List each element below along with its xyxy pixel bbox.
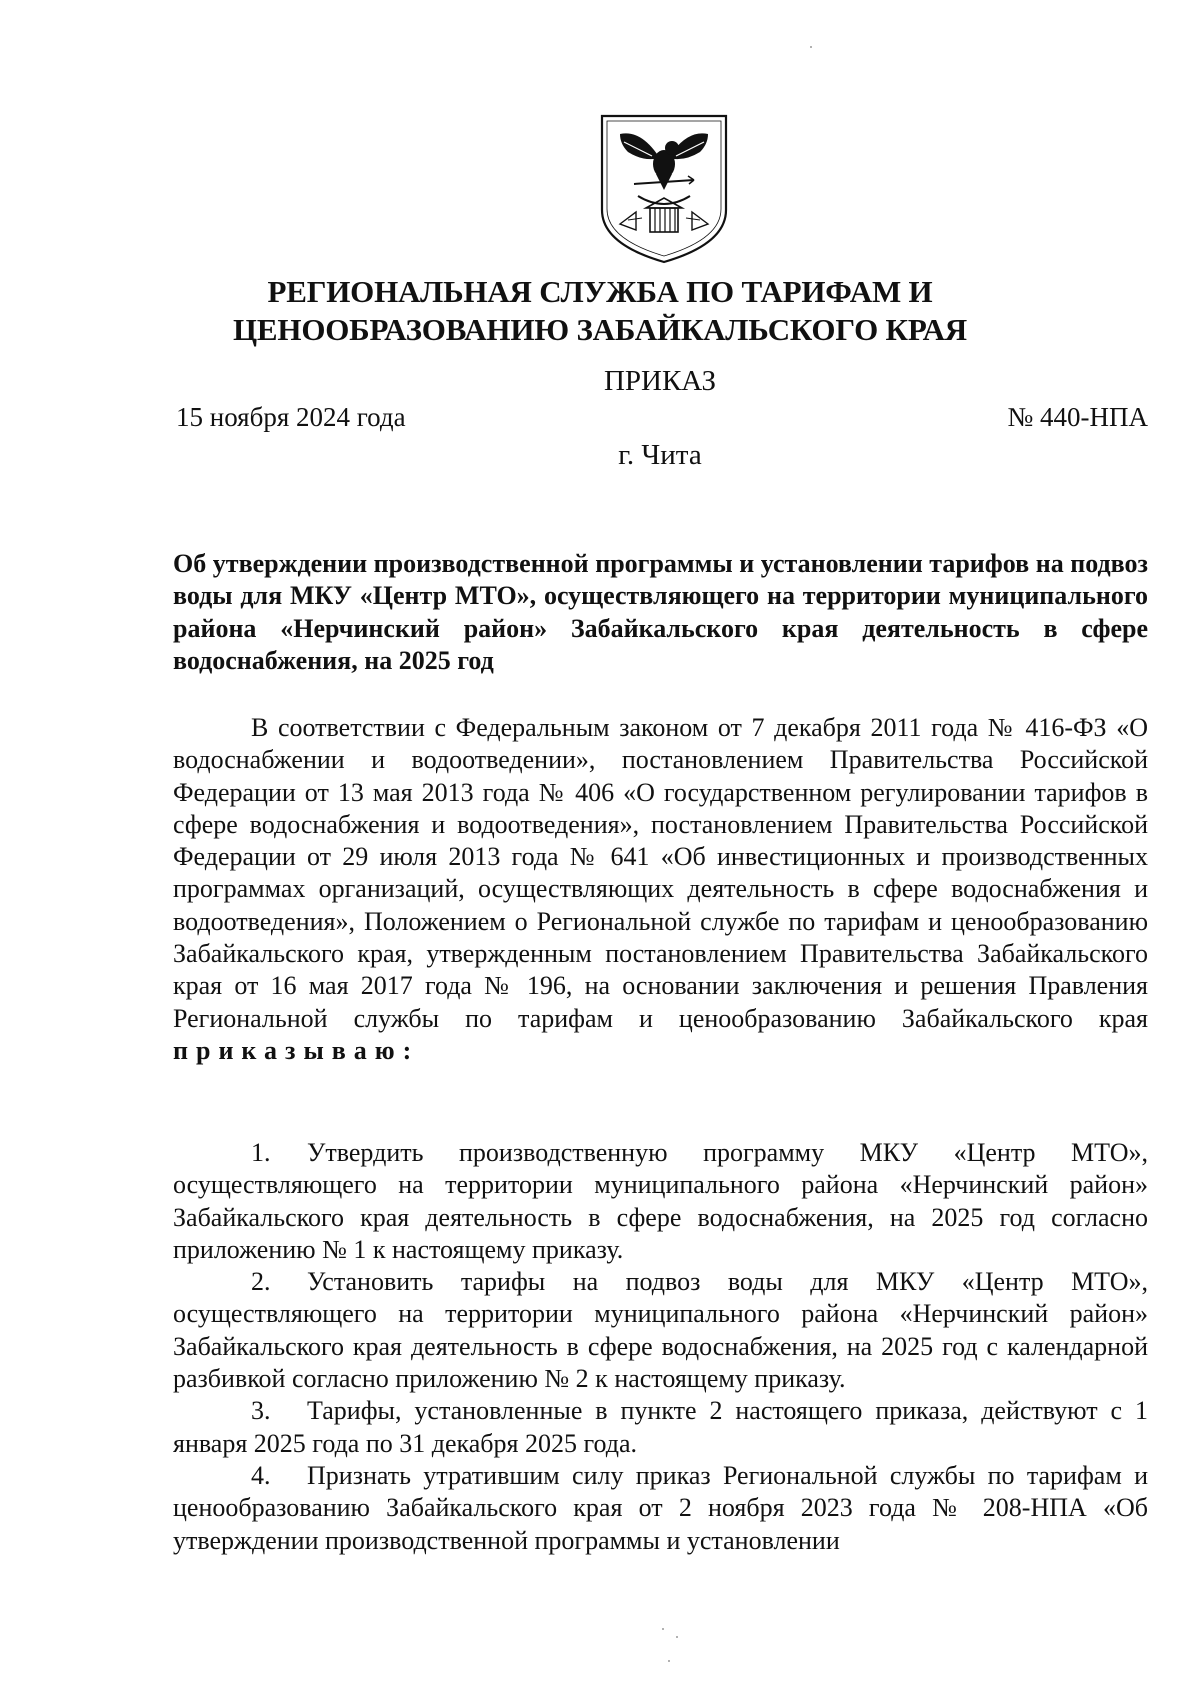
zabaykalsky-coat-of-arms-icon [598,112,730,264]
scan-speck [662,1628,664,1630]
item-number: 3. [251,1396,271,1426]
item-text: Признать утратившим силу приказ Региональной службы по тарифам и ценообразованию Забайкальского края от 2 ноября 2023 года № 208-НПА «Об утверждении производственной программы и установлении [173,1460,1148,1555]
order-item [173,1460,1148,1557]
scan-speck [676,1636,678,1638]
item-text: Тарифы, установленные в пункте 2 настоящего приказа, действуют с 1 января 2025 года по 31 декабря 2025 года. [173,1396,1148,1458]
item-number: 1. [251,1138,271,1167]
document-number: № 440-НПА [1007,402,1148,432]
organization-name-line-2: ЦЕНООБРАЗОВАНИЮ ЗАБАЙКАЛЬСКОГО КРАЯ [233,312,967,347]
document-type: ПРИКАЗ [603,365,717,397]
order-item [173,1137,1148,1266]
scan-speck [810,46,812,48]
item-number: 2. [251,1267,271,1297]
order-items [173,1137,1148,1557]
preamble-paragraph [173,712,1148,1067]
order-item [173,1395,1148,1460]
item-text: Утвердить производственную программу МКУ «Центр МТО», осуществляющего на территории муниципального района «Нерчинский район» Забайкальского края деятельность в сфере водоснабжения, на 2025 год согласно приложению № 1 к настоящему приказу. [173,1138,1148,1264]
scan-speck [668,1660,670,1662]
document-subject: Об утверждении производственной программы и установлении тарифов на подвоз воды для МКУ «Центр МТО», осуществляющего на территории муниципального района «Нерчинский район» Забайкальского края деятельность в сфере водоснабжения, на 2025 год [173,549,1148,675]
document-city: г. Чита [618,439,702,471]
order-item [173,1266,1148,1395]
preamble-text: В соответствии с Федеральным законом от 7 декабря 2011 года № 416-ФЗ «О водоснабжении и водоотведении», постановлением Правительства Российской Федерации от 13 мая 2013 года № 406 «О государственном регулировании тарифов в сфере водоснабжения и водоотведения», постановлением Правительства Российской Федерации от 29 июля 2013 года № 641 «Об инвестиционных и производственных программах организаций, осуществляющих деятельность в сфере водоснабжения и водоотведения», Положением о Региональной службе по тарифам и ценообразованию Забайкальского края, утвержденным постановлением Правительства Забайкальского края от 16 мая 2017 года № 196, на основании заключения и решения Правления Региональной службы по тарифам и ценообразованию Забайкальского края [173,713,1148,1033]
organization-name-line-1: РЕГИОНАЛЬНАЯ СЛУЖБА ПО ТАРИФАМ И [267,274,933,309]
item-number: 4. [251,1460,271,1490]
item-text: Установить тарифы на подвоз воды для МКУ «Центр МТО», осуществляющего на территории муниципального района «Нерчинский район» Забайкальского края деятельность в сфере водоснабжения, на 2025 год с календарной разбивкой согласно приложению № 2 к настоящему приказу. [173,1267,1148,1394]
document-date: 15 ноября 2024 года [176,402,406,432]
order-word: приказываю: [173,1035,420,1065]
